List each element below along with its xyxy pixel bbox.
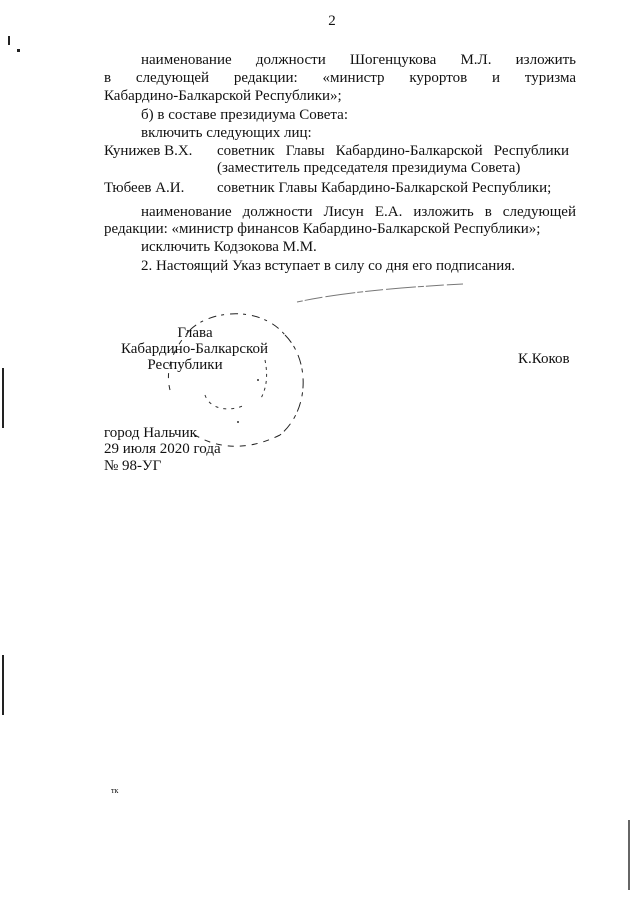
person-name: Тюбеев А.И. — [104, 180, 185, 196]
signer-title-line2: Кабардино-Балкарской — [120, 341, 269, 357]
scan-artifact-left — [2, 368, 4, 428]
item-2: 2. Настоящий Указ вступает в силу со дня его подписания. — [141, 258, 515, 274]
signature-stroke — [295, 282, 465, 306]
person-position-note: (заместитель председателя президиума Совета) — [217, 160, 521, 176]
decree-date: 29 июля 2020 года — [104, 441, 221, 457]
person-position: советник Главы Кабардино-Балкарской Республики — [217, 143, 569, 159]
scan-artifact-left — [2, 655, 4, 715]
person-name: Кунижев В.Х. — [104, 143, 193, 159]
signer-name: К.Коков — [518, 351, 570, 367]
scan-artifact-left — [17, 49, 20, 52]
para2-line2: редакции: «министр финансов Кабардино-Балкарской Республики»; — [104, 221, 541, 237]
exclude-text: исключить Кодзокова М.М. — [141, 239, 317, 255]
para1-line2: в следующей редакции: «министр курортов и туризма — [104, 70, 576, 86]
para1-line3: Кабардино-Балкарской Республики»; — [104, 88, 342, 104]
signer-title-line1: Глава — [177, 325, 213, 341]
city: город Нальчик — [104, 425, 197, 441]
typist-mark: тк — [111, 786, 119, 795]
para2-line1: наименование должности Лисун Е.А. изложить в следующей — [141, 204, 576, 220]
person-position: советник Главы Кабардино-Балкарской Республики; — [217, 180, 552, 196]
para1-line1: наименование должности Шогенцукова М.Л. изложить — [141, 52, 576, 68]
scan-artifact-right — [628, 820, 630, 890]
item-b: б) в составе президиума Совета: — [141, 107, 348, 123]
signer-title-line3: Республики — [147, 357, 223, 373]
decree-number: № 98-УГ — [104, 458, 162, 474]
include-text: включить следующих лиц: — [141, 125, 312, 141]
scan-artifact-left — [8, 36, 10, 45]
page-number: 2 — [328, 13, 336, 29]
